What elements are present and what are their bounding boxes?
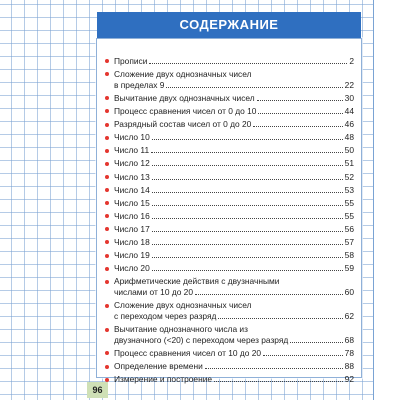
- toc-entry-title: в пределах 9: [114, 79, 165, 90]
- toc-entry-page: 30: [344, 93, 354, 103]
- toc-entry-page: 58: [344, 250, 354, 261]
- toc-entry[interactable]: [104, 224, 354, 234]
- bullet-icon: [105, 365, 109, 369]
- bullet-icon: [105, 201, 109, 205]
- dot-leader: [263, 355, 343, 356]
- toc-entry[interactable]: [104, 158, 354, 168]
- toc-entry-page: 52: [344, 171, 354, 182]
- dot-leader: [152, 165, 343, 166]
- toc-entry[interactable]: [104, 132, 354, 142]
- toc-entry[interactable]: [104, 250, 354, 260]
- toc-entry-title: Сложение двух однозначных чисел: [114, 69, 252, 80]
- toc-entry[interactable]: [104, 263, 354, 273]
- dot-leader: [151, 152, 343, 153]
- toc-entry-title: Разрядный состав чисел от 0 до 20: [114, 119, 252, 130]
- dot-leader: [152, 257, 343, 258]
- page-number: 96: [92, 385, 103, 395]
- toc-entry-page: 55: [344, 210, 354, 221]
- bullet-icon: [105, 123, 109, 127]
- toc-entry-page: 53: [344, 184, 354, 195]
- toc-entry-title: Прописи: [114, 56, 148, 66]
- toc-entry-page: 22: [344, 79, 354, 90]
- toc-entry-title: Процесс сравнения чисел от 0 до 10: [114, 106, 257, 117]
- toc-entry-page: 46: [344, 119, 354, 130]
- dot-leader: [149, 63, 347, 64]
- dot-leader: [152, 179, 343, 180]
- dot-leader: [152, 139, 343, 140]
- toc-entry[interactable]: [104, 211, 354, 221]
- bullet-icon: [105, 214, 109, 218]
- toc-entry-page: 2: [349, 56, 354, 66]
- toc-entry-page: 55: [344, 197, 354, 208]
- toc-entry-page: 62: [344, 310, 354, 321]
- toc-entry-page: 78: [344, 348, 354, 359]
- toc-entry-page: 92: [344, 374, 354, 385]
- toc-entry[interactable]: [104, 324, 354, 345]
- toc-entry-page: 44: [344, 106, 354, 117]
- bullet-icon: [105, 188, 109, 192]
- page-margin-strip: [373, 0, 400, 400]
- toc-entry[interactable]: [104, 276, 354, 297]
- bullet-icon: [105, 136, 109, 140]
- toc-entry-title: Сложение двух однозначных чисел: [114, 300, 252, 311]
- toc-entry-page: 59: [344, 263, 354, 274]
- toc-entry[interactable]: [104, 56, 354, 66]
- toc-entry[interactable]: [104, 348, 354, 358]
- bullet-icon: [105, 267, 109, 271]
- toc-entry-title: Вычитание двух однозначных чисел: [114, 93, 255, 103]
- dot-leader: [205, 368, 343, 369]
- bullet-icon: [105, 72, 109, 76]
- toc-entry-title: Вычитание однозначного числа из: [114, 324, 248, 335]
- toc-entry[interactable]: [104, 106, 354, 116]
- dot-leader: [214, 381, 343, 382]
- bullet-icon: [105, 280, 109, 284]
- bullet-icon: [105, 351, 109, 355]
- bullet-icon: [105, 59, 109, 63]
- toc-entry-title: числами от 10 до 20: [114, 286, 194, 297]
- toc-entry-page: 60: [344, 286, 354, 297]
- toc-entry-page: 50: [344, 145, 354, 156]
- page-title: СОДЕРЖАНИЕ: [179, 17, 279, 32]
- toc-entry[interactable]: [104, 300, 354, 321]
- dot-leader: [218, 318, 342, 319]
- toc-entry-title: Число 11: [114, 145, 150, 156]
- toc-entry-title: Число 12: [114, 158, 150, 169]
- toc-entry[interactable]: [104, 185, 354, 195]
- toc-entry-title: Число 16: [114, 210, 150, 221]
- toc-entry-page: 88: [344, 361, 354, 372]
- bullet-icon: [105, 227, 109, 231]
- table-of-contents: [104, 56, 354, 387]
- toc-entry-title: Число 20: [114, 263, 150, 274]
- dot-leader: [152, 244, 343, 245]
- toc-entry-page: 56: [344, 223, 354, 234]
- toc-entry[interactable]: [104, 374, 354, 384]
- toc-entry-page: 57: [344, 237, 354, 248]
- toc-entry-title: Число 18: [114, 237, 150, 248]
- bullet-icon: [105, 175, 109, 179]
- toc-entry[interactable]: [104, 119, 354, 129]
- toc-entry-title: Измерение и построение: [114, 374, 213, 385]
- toc-entry-title: Определение времени: [114, 361, 203, 372]
- toc-entry[interactable]: [104, 172, 354, 182]
- toc-entry-title: Число 13: [114, 171, 150, 182]
- dot-leader: [257, 100, 343, 101]
- dot-leader: [166, 87, 342, 88]
- dot-leader: [195, 294, 343, 295]
- bullet-icon: [105, 162, 109, 166]
- dot-leader: [152, 231, 343, 232]
- toc-entry-title: Число 17: [114, 223, 150, 234]
- toc-entry-title: Число 10: [114, 132, 150, 143]
- page-number-badge: [87, 382, 108, 398]
- dot-leader: [152, 205, 343, 206]
- bullet-icon: [105, 328, 109, 332]
- toc-entry[interactable]: [104, 93, 354, 103]
- dot-leader: [152, 270, 343, 271]
- bullet-icon: [105, 96, 109, 100]
- dot-leader: [290, 342, 342, 343]
- toc-entry-page: 48: [344, 132, 354, 143]
- toc-entry-page: 68: [344, 334, 354, 345]
- toc-entry[interactable]: [104, 198, 354, 208]
- toc-entry[interactable]: [104, 237, 354, 247]
- toc-entry-page: 51: [344, 158, 354, 169]
- bullet-icon: [105, 254, 109, 258]
- toc-entry-title: Арифметические действия с двузначными: [114, 276, 280, 287]
- bullet-icon: [105, 149, 109, 153]
- toc-entry-title: Процесс сравнения чисел от 10 до 20: [114, 348, 262, 359]
- bullet-icon: [105, 109, 109, 113]
- toc-entry[interactable]: [104, 145, 354, 155]
- dot-leader: [258, 113, 342, 114]
- dot-leader: [253, 126, 342, 127]
- toc-entry-title: Число 15: [114, 197, 150, 208]
- contents-header: [97, 12, 361, 38]
- toc-entry-title: Число 19: [114, 250, 150, 261]
- dot-leader: [152, 218, 343, 219]
- toc-entry-title: двузначного (<20) с переходом через разряд: [114, 334, 289, 345]
- toc-entry-title: с переходом через разряд: [114, 310, 217, 321]
- bullet-icon: [105, 240, 109, 244]
- bullet-icon: [105, 304, 109, 308]
- bullet-icon: [105, 378, 109, 382]
- dot-leader: [152, 192, 343, 193]
- toc-entry[interactable]: [104, 69, 354, 90]
- toc-entry-title: Число 14: [114, 184, 150, 195]
- toc-entry[interactable]: [104, 361, 354, 371]
